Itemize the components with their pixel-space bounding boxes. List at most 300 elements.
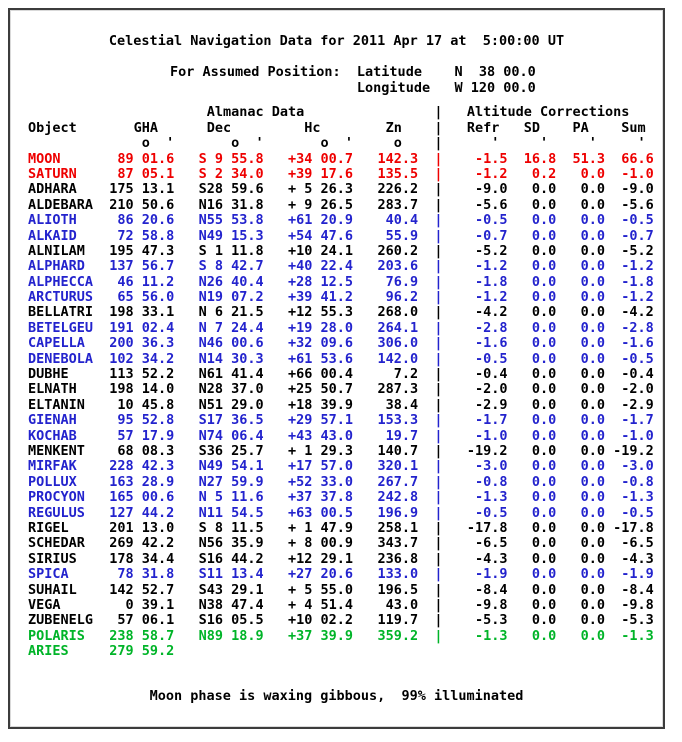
cell-hc: +28 12.5 — [288, 273, 354, 290]
col-header-dec: Dec — [206, 119, 232, 136]
cell-dec: S 2 34.0 — [198, 165, 264, 182]
cell-refr: -1.2 — [474, 165, 508, 182]
cell-bar: | — [434, 196, 443, 213]
cell-dec: N61 41.4 — [198, 366, 264, 383]
table-row — [28, 229, 663, 244]
cell-dec: S 9 55.8 — [198, 150, 264, 167]
cell-hc: + 8 00.9 — [288, 535, 354, 552]
cell-hc: +10 02.2 — [288, 612, 354, 629]
table-row — [28, 152, 663, 167]
cell-sum: -0.5 — [621, 212, 654, 229]
cell-object-name: ZUBENELG — [28, 612, 94, 629]
cell-bar: | — [434, 458, 443, 475]
cell-zn: 76.9 — [385, 273, 419, 290]
cell-sum: 66.6 — [621, 150, 654, 167]
cell-hc: + 1 29.3 — [288, 443, 354, 459]
cell-sum: -0.4 — [621, 366, 654, 383]
cell-sum: -1.9 — [621, 566, 654, 583]
cell-sd: 0.0 — [531, 612, 557, 629]
cell-object-name: ARIES — [28, 643, 69, 660]
cell-hc: + 1 47.9 — [288, 519, 354, 536]
cell-object-name: MENKENT — [28, 443, 85, 459]
cell-refr: -1.2 — [474, 289, 508, 306]
table-row — [28, 644, 663, 659]
cell-refr: -6.5 — [474, 535, 508, 552]
cell-hc: +10 24.1 — [288, 242, 354, 259]
cell-sum: -5.2 — [621, 242, 654, 259]
cell-dec: N 7 24.4 — [198, 319, 264, 336]
cell-object-name: SATURN — [28, 165, 77, 182]
cell-object-name: PROCYON — [28, 489, 85, 506]
cell-object-name: ALKAID — [28, 227, 77, 244]
cell-hc: + 5 26.3 — [288, 181, 354, 198]
column-separator: | — [434, 104, 443, 121]
cell-bar: | — [434, 566, 443, 583]
cell-gha: 68 08.3 — [117, 443, 175, 459]
units-row — [28, 136, 663, 151]
cell-zn: 287.3 — [377, 381, 419, 398]
cell-zn: 96.2 — [385, 289, 419, 306]
cell-pa: 0.0 — [580, 366, 605, 383]
table-row — [28, 198, 663, 213]
cell-gha: 142 52.7 — [109, 581, 175, 598]
cell-bar: | — [434, 258, 443, 275]
table-row — [28, 244, 663, 259]
cell-bar: | — [434, 489, 443, 506]
table-row — [28, 444, 663, 459]
cell-gha: 65 56.0 — [117, 289, 175, 306]
cell-zn: 43.0 — [385, 596, 419, 613]
cell-refr: -0.5 — [474, 350, 508, 367]
cell-gha: 57 06.1 — [117, 612, 175, 629]
cell-sum: -2.0 — [621, 381, 654, 398]
cell-zn: 258.1 — [377, 519, 419, 536]
cell-pa: 0.0 — [580, 427, 605, 444]
cell-gha: 175 13.1 — [109, 181, 175, 198]
cell-refr: -19.2 — [466, 443, 508, 459]
cell-zn: 38.4 — [385, 396, 419, 413]
cell-sd: 0.0 — [531, 519, 557, 536]
units-sd: ' — [539, 135, 549, 152]
cell-dec: N46 00.6 — [198, 335, 264, 352]
cell-hc: +32 09.6 — [288, 335, 354, 352]
cell-dec: S43 29.1 — [198, 581, 264, 598]
cell-bar: | — [434, 427, 443, 444]
col-header-sd: SD — [523, 119, 540, 136]
cell-dec: N74 06.4 — [198, 427, 264, 444]
cell-dec: N14 30.3 — [198, 350, 264, 367]
cell-zn: 55.9 — [385, 227, 419, 244]
cell-gha: 87 05.1 — [117, 165, 175, 182]
cell-zn: 7.2 — [393, 366, 419, 383]
cell-dec: S28 59.6 — [198, 181, 264, 198]
table-row — [28, 567, 663, 582]
cell-refr: -1.3 — [474, 489, 508, 506]
cell-sd: 0.0 — [531, 304, 557, 321]
table-row — [28, 321, 663, 336]
cell-hc: +43 43.0 — [288, 427, 354, 444]
cell-sd: 0.0 — [531, 350, 557, 367]
cell-bar: | — [434, 350, 443, 367]
cell-bar: | — [434, 519, 443, 536]
cell-sd: 0.0 — [531, 366, 557, 383]
cell-sd: 0.0 — [531, 227, 557, 244]
cell-zn: 142.3 — [377, 150, 419, 167]
col-header-refr: Refr — [466, 119, 500, 136]
cell-refr: -0.5 — [474, 212, 508, 229]
cell-sum: -0.7 — [621, 227, 654, 244]
cell-hc: +37 37.8 — [288, 489, 354, 506]
table-row — [28, 367, 663, 382]
app-window — [8, 8, 665, 729]
cell-hc: +19 28.0 — [288, 319, 354, 336]
cell-zn: 268.0 — [377, 304, 419, 321]
cell-sum: -1.3 — [621, 627, 654, 644]
cell-gha: 89 01.6 — [117, 150, 175, 167]
cell-dec: N28 37.0 — [198, 381, 264, 398]
table-row — [28, 259, 663, 274]
group-header-row — [28, 105, 663, 120]
corrections-group-label: Altitude Corrections — [466, 104, 630, 121]
cell-refr: -0.8 — [474, 473, 508, 490]
cell-refr: -9.0 — [474, 181, 508, 198]
cell-sum: -8.4 — [621, 581, 654, 598]
cell-hc: +37 39.9 — [288, 627, 354, 644]
col-header-object: Object — [28, 119, 77, 136]
longitude-value: W 120 00.0 — [454, 80, 536, 97]
cell-pa: 0.0 — [580, 581, 605, 598]
cell-pa: 0.0 — [580, 242, 605, 259]
cell-object-name: ALPHECCA — [28, 273, 94, 290]
cell-gha: 0 39.1 — [125, 596, 175, 613]
cell-zn: 133.0 — [377, 566, 419, 583]
cell-dec: N55 53.8 — [198, 212, 264, 229]
cell-bar: | — [434, 289, 443, 306]
cell-hc: +52 33.0 — [288, 473, 354, 490]
cell-sd: 0.0 — [531, 412, 557, 429]
cell-sum: -1.2 — [621, 289, 654, 306]
table-row — [28, 475, 663, 490]
cell-bar: | — [434, 412, 443, 429]
column-header-row — [28, 121, 663, 136]
cell-zn: 359.2 — [377, 627, 419, 644]
cell-dec: N16 31.8 — [198, 196, 264, 213]
cell-hc: +39 17.6 — [288, 165, 354, 182]
moon-phase-text: Moon phase is waxing gibbous, 99% illuminated — [149, 688, 524, 705]
cell-zn: 236.8 — [377, 550, 419, 567]
cell-dec: S36 25.7 — [198, 443, 264, 459]
cell-pa: 0.0 — [580, 258, 605, 275]
cell-zn: 196.5 — [377, 581, 419, 598]
cell-gha: 78 31.8 — [117, 566, 175, 583]
cell-sd: 0.0 — [531, 443, 557, 459]
latitude-label: Latitude — [356, 64, 422, 81]
cell-sum: -1.0 — [621, 165, 654, 182]
cell-hc: +61 53.6 — [288, 350, 354, 367]
cell-sum: -3.0 — [621, 458, 654, 475]
cell-object-name: BELLATRI — [28, 304, 94, 321]
cell-hc: +63 00.5 — [288, 504, 354, 521]
cell-hc: + 9 26.5 — [288, 196, 354, 213]
cell-gha: 163 28.9 — [109, 473, 175, 490]
cell-pa: 0.0 — [580, 212, 605, 229]
cell-refr: -1.0 — [474, 427, 508, 444]
cell-bar: | — [434, 504, 443, 521]
latitude-row — [170, 64, 663, 80]
cell-gha: 279 59.2 — [109, 643, 175, 660]
cell-gha: 198 14.0 — [109, 381, 175, 398]
cell-sd: 0.0 — [531, 427, 557, 444]
cell-refr: -2.9 — [474, 396, 508, 413]
cell-bar: | — [434, 612, 443, 629]
cell-zn: 226.2 — [377, 181, 419, 198]
cell-pa: 0.0 — [580, 535, 605, 552]
cell-gha: 86 20.6 — [117, 212, 175, 229]
cell-sd: 0.0 — [531, 458, 557, 475]
cell-object-name: RIGEL — [28, 519, 69, 536]
cell-object-name: DUBHE — [28, 366, 69, 383]
cell-dec: N 6 21.5 — [198, 304, 264, 321]
cell-sd: 0.0 — [531, 596, 557, 613]
cell-object-name: MOON — [28, 150, 61, 167]
cell-refr: -1.5 — [474, 150, 508, 167]
cell-gha: 178 34.4 — [109, 550, 175, 567]
cell-dec: S17 36.5 — [198, 412, 264, 429]
cell-dec: N89 18.9 — [198, 627, 264, 644]
cell-object-name: MIRFAK — [28, 458, 77, 475]
column-separator: | — [434, 135, 443, 152]
cell-zn: 260.2 — [377, 242, 419, 259]
cell-pa: 51.3 — [572, 150, 605, 167]
cell-refr: -1.6 — [474, 335, 508, 352]
cell-gha: 195 47.3 — [109, 242, 175, 259]
cell-dec: N56 35.9 — [198, 535, 264, 552]
cell-bar: | — [434, 581, 443, 598]
cell-object-name: CAPELLA — [28, 335, 85, 352]
cell-pa: 0.0 — [580, 627, 605, 644]
table-row — [28, 413, 663, 428]
cell-pa: 0.0 — [580, 504, 605, 521]
cell-sum: -1.3 — [621, 489, 654, 506]
cell-sum: -5.3 — [621, 612, 654, 629]
cell-sd: 0.0 — [531, 289, 557, 306]
cell-gha: 200 36.3 — [109, 335, 175, 352]
cell-refr: -1.8 — [474, 273, 508, 290]
cell-sum: -6.5 — [621, 535, 654, 552]
cell-sd: 0.0 — [531, 566, 557, 583]
data-rows — [28, 152, 663, 660]
cell-sd: 16.8 — [523, 150, 557, 167]
cell-pa: 0.0 — [580, 473, 605, 490]
cell-zn: 142.0 — [377, 350, 419, 367]
table-row — [28, 521, 663, 536]
cell-gha: 210 50.6 — [109, 196, 175, 213]
table-row — [28, 429, 663, 444]
cell-gha: 10 45.8 — [117, 396, 175, 413]
cell-bar: | — [434, 550, 443, 567]
cell-sum: -2.9 — [621, 396, 654, 413]
cell-pa: 0.0 — [580, 335, 605, 352]
cell-hc: +34 00.7 — [288, 150, 354, 167]
units-gha: o ' — [141, 135, 175, 152]
cell-sd: 0.0 — [531, 212, 557, 229]
cell-pa: 0.0 — [580, 458, 605, 475]
cell-pa: 0.0 — [580, 227, 605, 244]
cell-zn: 119.7 — [377, 612, 419, 629]
cell-object-name: SIRIUS — [28, 550, 77, 567]
cell-object-name: VEGA — [28, 596, 61, 613]
cell-sum: -4.2 — [621, 304, 654, 321]
table-row — [28, 167, 663, 182]
cell-object-name: SCHEDAR — [28, 535, 85, 552]
cell-pa: 0.0 — [580, 566, 605, 583]
cell-gha: 113 52.2 — [109, 366, 175, 383]
cell-sd: 0.0 — [531, 335, 557, 352]
cell-pa: 0.0 — [580, 489, 605, 506]
cell-sum: -19.2 — [613, 443, 654, 459]
cell-dec: S 8 42.7 — [198, 258, 264, 275]
cell-gha: 46 11.2 — [117, 273, 175, 290]
cell-hc: +54 47.6 — [288, 227, 354, 244]
cell-bar: | — [434, 443, 443, 459]
cell-sd: 0.0 — [531, 258, 557, 275]
table-row — [28, 398, 663, 413]
cell-object-name: ALIOTH — [28, 212, 77, 229]
col-header-sum: Sum — [621, 119, 646, 136]
cell-hc: + 4 51.4 — [288, 596, 354, 613]
table-row — [28, 598, 663, 613]
cell-pa: 0.0 — [580, 550, 605, 567]
cell-pa: 0.0 — [580, 304, 605, 321]
cell-pa: 0.0 — [580, 519, 605, 536]
cell-hc: + 5 55.0 — [288, 581, 354, 598]
cell-sd: 0.0 — [531, 550, 557, 567]
cell-gha: 102 34.2 — [109, 350, 175, 367]
table-row — [28, 583, 663, 598]
cell-dec: S11 13.4 — [198, 566, 264, 583]
col-header-zn: Zn — [385, 119, 402, 136]
cell-refr: -0.4 — [474, 366, 508, 383]
column-separator: | — [434, 119, 443, 136]
col-header-pa: PA — [572, 119, 589, 136]
cell-dec: S16 44.2 — [198, 550, 264, 567]
cell-object-name: ALPHARD — [28, 258, 85, 275]
cell-refr: -8.4 — [474, 581, 508, 598]
cell-zn: 267.7 — [377, 473, 419, 490]
table-row — [28, 459, 663, 474]
assumed-position-block — [10, 64, 663, 96]
cell-dec: N49 15.3 — [198, 227, 264, 244]
cell-gha: 137 56.7 — [109, 258, 175, 275]
cell-zn: 264.1 — [377, 319, 419, 336]
cell-bar: | — [434, 627, 443, 644]
cell-object-name: GIENAH — [28, 412, 77, 429]
cell-pa: 0.0 — [580, 350, 605, 367]
cell-object-name: ELNATH — [28, 381, 77, 398]
cell-sum: -2.8 — [621, 319, 654, 336]
cell-sum: -9.0 — [621, 181, 654, 198]
cell-refr: -5.3 — [474, 612, 508, 629]
cell-bar: | — [434, 181, 443, 198]
table-row — [28, 352, 663, 367]
col-header-gha: GHA — [133, 119, 159, 136]
cell-sd: 0.0 — [531, 504, 557, 521]
cell-pa: 0.0 — [580, 381, 605, 398]
units-pa: ' — [588, 135, 597, 152]
cell-sd: 0.0 — [531, 581, 557, 598]
cell-pa: 0.0 — [580, 596, 605, 613]
cell-zn: 242.8 — [377, 489, 419, 506]
cell-sum: -4.3 — [621, 550, 654, 567]
cell-object-name: KOCHAB — [28, 427, 77, 444]
table-row — [28, 613, 663, 628]
cell-gha: 57 17.9 — [117, 427, 175, 444]
cell-dec: N11 54.5 — [198, 504, 264, 521]
cell-hc: +17 57.0 — [288, 458, 354, 475]
cell-object-name: ALNILAM — [28, 242, 85, 259]
cell-object-name: BETELGEU — [28, 319, 94, 336]
table-row — [28, 506, 663, 521]
cell-sd: 0.0 — [531, 627, 557, 644]
cell-hc: +40 22.4 — [288, 258, 354, 275]
cell-hc: +12 29.1 — [288, 550, 354, 567]
cell-sum: -0.5 — [621, 504, 654, 521]
cell-pa: 0.0 — [580, 412, 605, 429]
cell-object-name: ELTANIN — [28, 396, 85, 413]
table-row — [28, 213, 663, 228]
cell-pa: 0.0 — [580, 396, 605, 413]
cell-bar: | — [434, 335, 443, 352]
cell-dec: N26 40.4 — [198, 273, 264, 290]
cell-bar: | — [434, 319, 443, 336]
cell-zn: 153.3 — [377, 412, 419, 429]
cell-object-name: POLARIS — [28, 627, 85, 644]
table-row — [28, 290, 663, 305]
table-row — [28, 536, 663, 551]
cell-pa: 0.0 — [580, 273, 605, 290]
cell-dec: S 1 11.8 — [198, 242, 264, 259]
cell-zn: 320.1 — [377, 458, 419, 475]
cell-pa: 0.0 — [580, 165, 605, 182]
cell-zn: 343.7 — [377, 535, 419, 552]
cell-sum: -0.5 — [621, 350, 654, 367]
cell-gha: 165 00.6 — [109, 489, 175, 506]
cell-zn: 283.7 — [377, 196, 419, 213]
cell-sum: -1.6 — [621, 335, 654, 352]
assumed-position-label: For Assumed Position: — [170, 64, 341, 81]
cell-gha: 269 42.2 — [109, 535, 175, 552]
longitude-row — [170, 80, 663, 96]
cell-object-name: POLLUX — [28, 473, 77, 490]
table-row — [28, 490, 663, 505]
cell-sd: 0.0 — [531, 181, 557, 198]
cell-sum: -9.8 — [621, 596, 654, 613]
cell-dec: N38 47.4 — [198, 596, 264, 613]
cell-refr: -2.0 — [474, 381, 508, 398]
cell-hc: +29 57.1 — [288, 412, 354, 429]
cell-bar: | — [434, 242, 443, 259]
cell-refr: -17.8 — [466, 519, 508, 536]
cell-dec: N19 07.2 — [198, 289, 264, 306]
latitude-value: N 38 00.0 — [454, 64, 536, 81]
cell-refr: -2.8 — [474, 319, 508, 336]
cell-bar: | — [434, 366, 443, 383]
cell-refr: -0.7 — [474, 227, 508, 244]
cell-bar: | — [434, 150, 443, 167]
cell-bar: | — [434, 227, 443, 244]
page-title: Celestial Navigation Data for 2011 Apr 17 at 5:00:00 UT — [108, 33, 565, 49]
cell-pa: 0.0 — [580, 181, 605, 198]
